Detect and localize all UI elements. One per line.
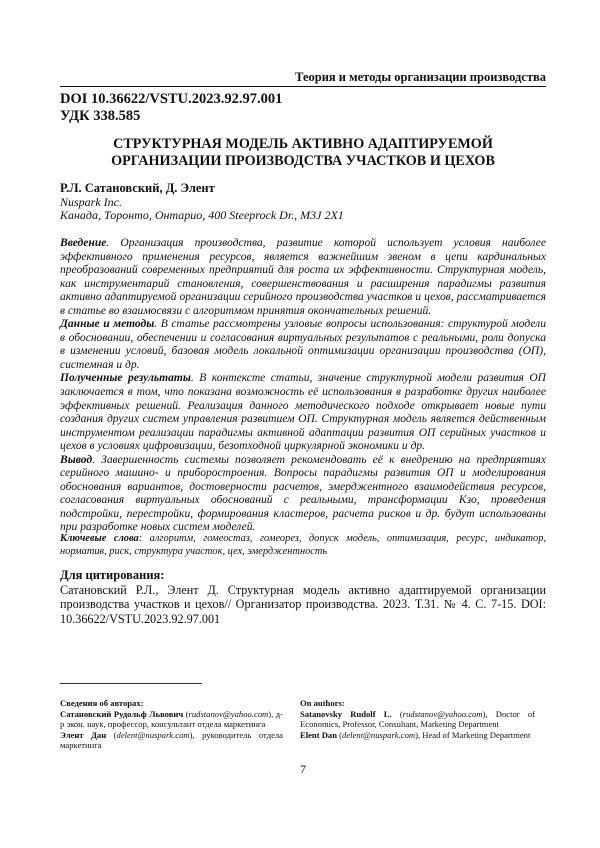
author-info: , Doctor of Economics, Professor, Consultant, Marketing Department: [300, 709, 535, 730]
section-text: . Завершенность системы позволяет рекомендовать её к внедрению на предприятиях серийного машино- и приборостроения. Вопросы парадигмы развития ОП и моделирования обоснования вариантов, достоверности расчетов, эмерджентного взаимодействия ресурсов, согласования виртуальных обоснований с реальными, трансформации Кзо, проведения подстройки, перестройки, формирования кластеров, расчета рисков и др. будут использованы при разработке новых систем моделей.: [60, 454, 546, 534]
section-label: Полученные результаты: [60, 372, 191, 384]
author-info: , Head of Marketing Department: [418, 730, 530, 740]
author-name: Элент Дан: [60, 730, 106, 740]
citation-text: Сатановский Р.Л., Элент Д. Структурная модель активно адаптируемой организации производства участков и цехов// Организатор производства. 2023. Т.31. № 4. С. 7-15. DOI: 10.36622/VSTU.2023.92.97.001: [60, 583, 546, 627]
footnote-rule: [60, 683, 202, 684]
doi: DOI 10.36622/VSTU.2023.92.97.001: [60, 91, 282, 108]
citation-heading: Для цитирования:: [60, 568, 546, 583]
section-label: Данные и методы: [60, 318, 154, 330]
footnote-heading: On authors:: [300, 698, 345, 708]
keywords-text: : алгоритм, гомеостаз, гомеорез, допуск модель, оптимизация, ресурс, индикатор, норматив, риск, структура участок, цех, эмерджентность: [60, 533, 546, 557]
footnote-authors-en: On authors: Satanovsky Rudolf L. (rudstanov@yahoo.com), Doctor of Economics, Professor, Consultant, Marketing Department Elent Dan (delent@nuspark.com), Head of Marketing Department: [300, 698, 535, 740]
page-number: 7: [60, 762, 546, 777]
organization: Nuspark Inc.: [60, 195, 122, 209]
title-line: СТРУКТУРНАЯ МОДЕЛЬ АКТИВНО АДАПТИРУЕМОЙ: [60, 136, 546, 153]
author-info: , руководитель отдела маркетинга: [60, 730, 283, 751]
author-names: Р.Л. Сатановский, Д. Элент: [60, 181, 215, 195]
author-name: Сатановский Рудольф Львович: [60, 709, 183, 719]
abstract-conclusion: [60, 454, 546, 535]
section-label: Вывод: [60, 454, 92, 466]
article-identifiers: [60, 91, 282, 125]
author-email[interactable]: delent@nuspark.com: [117, 730, 190, 740]
running-title: Теория и методы организации производства: [295, 70, 546, 85]
footnote-authors-ru: Сведения об авторах: Сатановский Рудольф Львович (rudstanov@yahoo.com), д-р экон. наук, профессор, консультант отдела маркетинга Элент Дан (delent@nuspark.com), руководитель отдела маркетинга: [60, 698, 283, 751]
abstract-results: [60, 372, 546, 453]
keywords-label: Ключевые слова: [60, 533, 139, 544]
abstract-methods: [60, 318, 546, 372]
abstract-introduction: [60, 237, 546, 318]
section-label: Введение: [60, 237, 106, 249]
authors-block: [60, 182, 344, 223]
author-email[interactable]: rudstanov@yahoo.com: [403, 709, 483, 719]
title-line: ОРГАНИЗАЦИИ ПРОИЗВОДСТВА УЧАСТКОВ И ЦЕХОВ: [60, 153, 546, 170]
header-rule: [60, 86, 546, 87]
address: Канада, Торонто, Онтарио, 400 Steeprock Dr., M3J 2X1: [60, 208, 344, 222]
keywords: [60, 532, 546, 558]
abstract: [60, 237, 546, 535]
section-text: . В контексте статьи, значение структурной модели развития ОП заключается в том, что показана возможность её использования в разработке других наиболее эффективных решений. Реализация данного методического подходе открывает новые пути создания других систем управления развитием ОП. Структурная модель является действенным инструментом реализации парадигмы активной адаптации развития ОП серийных участков и цехов в условиях цифровизации, безотходной циркулярной экономики и др.: [60, 372, 546, 452]
author-name: Elent Dan: [300, 730, 337, 740]
udk: УДК 338.585: [60, 108, 282, 125]
footnote-heading: Сведения об авторах:: [60, 698, 144, 708]
author-email[interactable]: delent@nuspark.com: [342, 730, 415, 740]
article-title: [60, 136, 546, 170]
section-text: . Организация производства, развитие которой использует условия наиболее эффективного применения ресурсов, является важнейшим звеном в цепи кардинальных преобразований современных предприятий для роста их эффективности. Структурная модель, как инструментарий становления, совершенствования и расширения парадигмы развития активно адаптируемой организации серийного производства участков и цехов, рассматривается в статье во взаимосвязи с алгоритмом принятия окончательных решений.: [60, 237, 546, 317]
author-email[interactable]: rudstanov@yahoo.com: [189, 709, 269, 719]
citation: [60, 568, 546, 626]
author-info: , д-р экон. наук, профессор, консультант отдела маркетинга: [60, 709, 283, 730]
author-name: Satanovsky Rudolf L.: [300, 709, 392, 719]
section-text: . В статье рассмотрены узловые вопросы использования: структурой модели в обосновании, обеспечении и согласования виртуальных результатов с реальными, роли допуска в изменении условий, базовая модель локальной оптимизации организации производства (ОП), системная и др.: [60, 318, 546, 371]
